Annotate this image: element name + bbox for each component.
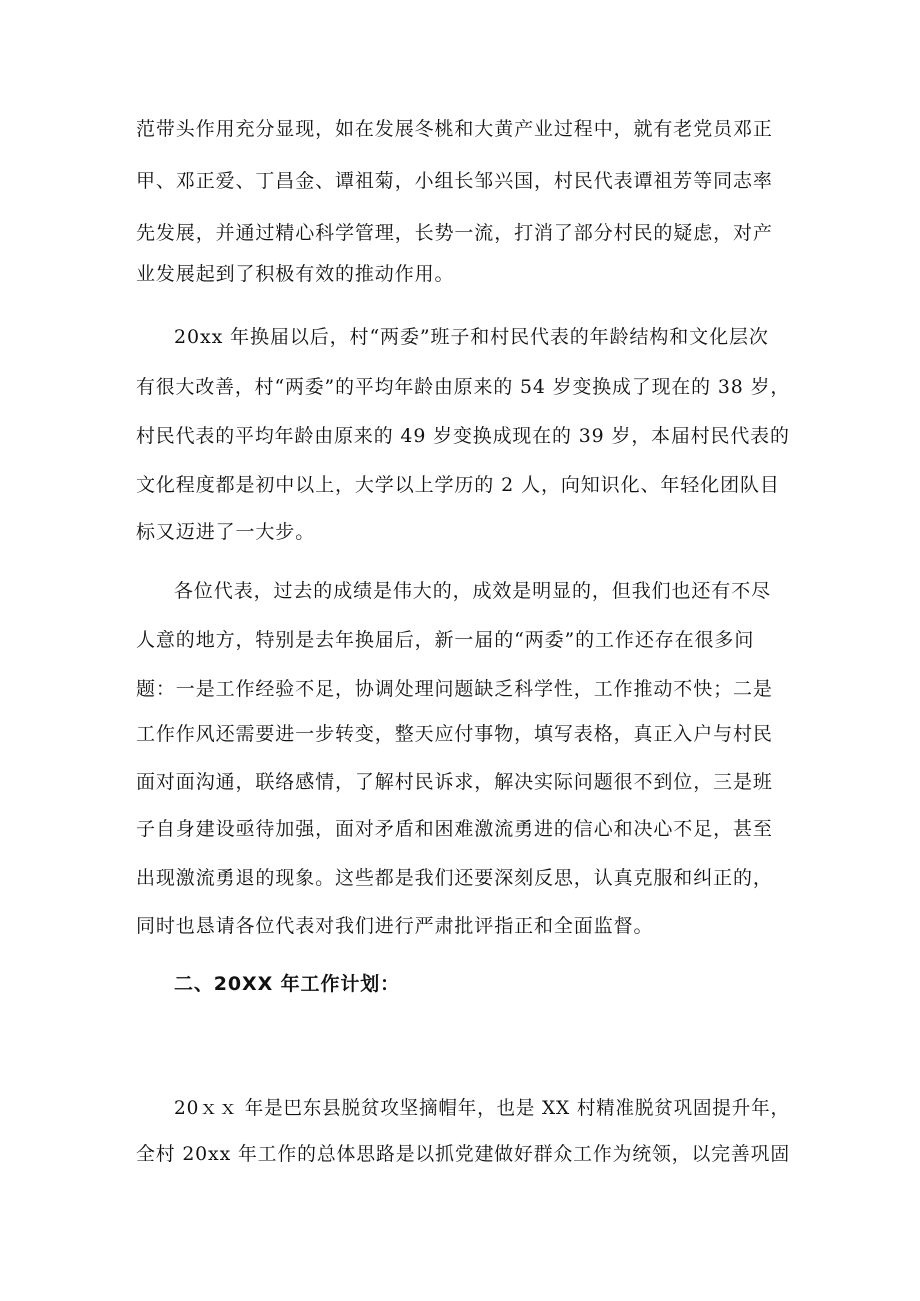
paragraph-line: 各位代表，过去的成绩是伟大的，成效是明显的，但我们也还有不尽 xyxy=(174,580,772,602)
paragraph-line: 标又迈进了一大步。 xyxy=(136,521,316,543)
paragraph-line: 村民代表的平均年龄由原来的 49 岁变换成现在的 39 岁，本届村民代表的 xyxy=(136,425,790,447)
paragraph-line: 全村 20xx 年工作的总体思路是以抓党建做好群众工作为统领，以完善巩固 xyxy=(136,1143,791,1165)
paragraph-line: 有很大改善，村“两委”的平均年龄由原来的 54 岁变换成了现在的 38 岁， xyxy=(136,376,791,398)
paragraph-line: 工作作风还需要进一步转变，整天应付事物，填写表格，真正入户与村民 xyxy=(136,723,773,745)
section-heading: 二、20XX 年工作计划： xyxy=(174,973,401,995)
paragraph-line: 先发展，并通过精心科学管理，长势一流，打消了部分村民的疑虑，对产 xyxy=(136,222,773,244)
paragraph-line: 同时也恳请各位代表对我们进行严肃批评指正和全面监督。 xyxy=(136,915,654,937)
paragraph-line: 业发展起到了积极有效的推动作用。 xyxy=(136,263,455,285)
paragraph-line: 文化程度都是初中以上，大学以上学历的 2 人，向知识化、年轻化团队目 xyxy=(136,474,780,496)
paragraph-line: 甲、邓正爱、丁昌金、谭祖菊，小组长邹兴国，村民代表谭祖芳等同志率 xyxy=(136,170,773,192)
paragraph-line: 题：一是工作经验不足，协调处理问题缺乏科学性，工作推动不快；二是 xyxy=(136,678,773,700)
paragraph-line: 人意的地方，特别是去年换届后，新一届的“两委”的工作还存在很多问 xyxy=(136,629,755,651)
paragraph-line: 出现激流勇退的现象。这些都是我们还要深刻反思，认真克服和纠正的， xyxy=(136,867,773,889)
paragraph-line: 20ｘｘ 年是巴东县脱贫攻坚摘帽年，也是 XX 村精准脱贫巩固提升年， xyxy=(174,1097,790,1119)
paragraph-line: 子自身建设亟待加强，面对矛盾和困难激流勇进的信心和决心不足，甚至 xyxy=(136,818,773,840)
paragraph-line: 20xx 年换届以后，村“两委”班子和村民代表的年龄结构和文化层次 xyxy=(174,326,769,348)
paragraph-line: 范带头作用充分显现，如在发展冬桃和大黄产业过程中，就有老党员邓正 xyxy=(136,118,773,140)
paragraph-line: 面对面沟通，联络感情，了解村民诉求，解决实际问题很不到位，三是班 xyxy=(136,771,773,793)
